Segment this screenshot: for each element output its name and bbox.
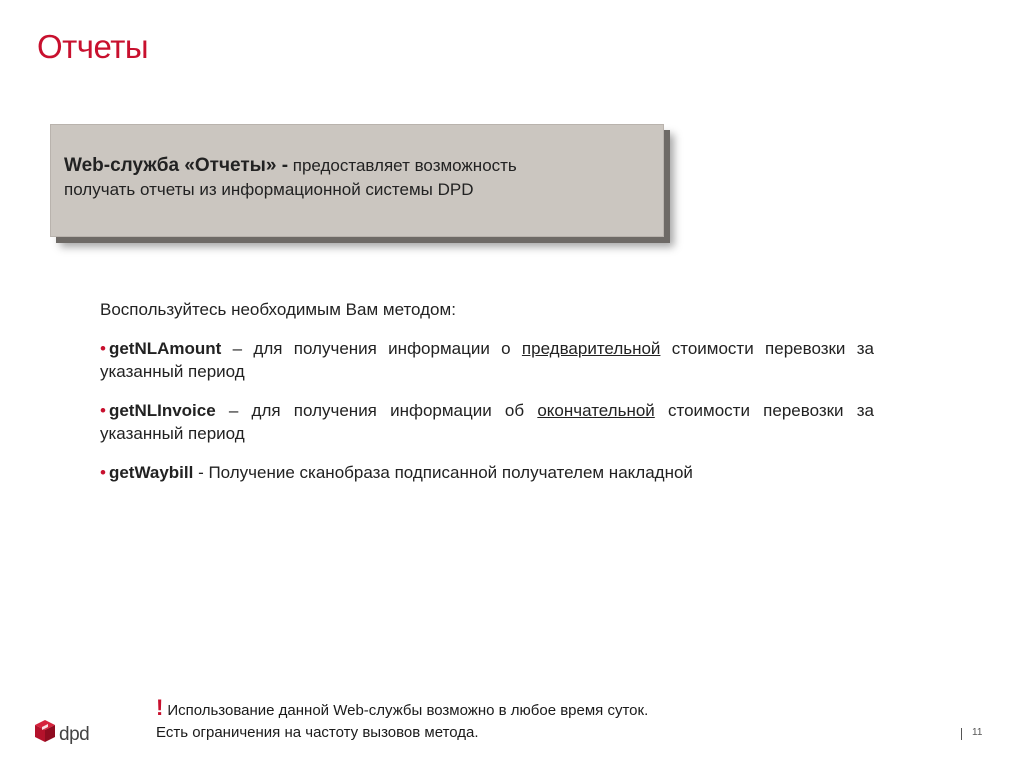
footer-note-text-1: Использование данной Web-службы возможно в любое время суток.: [167, 702, 649, 719]
method-description-pre: – для получения информации о: [221, 339, 522, 358]
footer-note-text-2: Есть ограничения на частоту вызовов метода.: [156, 724, 479, 741]
method-description-post: стоимости перевозки за указанный период: [100, 401, 874, 443]
page-number: 11: [972, 727, 983, 738]
definition-line-1: [64, 154, 652, 178]
method-name: getNLInvoice: [108, 401, 216, 420]
footer-note: [156, 695, 649, 744]
method-item-getnlamount: [100, 337, 874, 383]
method-description-pre: – для получения информации об: [215, 401, 538, 420]
method-description-post: стоимости перевозки за указанный период: [100, 339, 874, 381]
dpd-cube-icon: [35, 720, 55, 742]
method-item-getwaybill: [100, 461, 874, 484]
dpd-logo: [34, 718, 106, 752]
method-name: getNLAmount: [108, 339, 222, 358]
method-item-getnlinvoice: [100, 399, 874, 445]
method-description: - Получение сканобраза подписанной получателем накладной: [193, 463, 693, 482]
definition-term: Web-служба «Отчеты» -: [64, 155, 289, 176]
definition-text-line2: получать отчеты из информационной системы DPD: [64, 180, 474, 199]
definition-box: [50, 124, 664, 237]
method-keyword: окончательной: [537, 401, 655, 420]
dpd-logo-text: dpd: [59, 724, 90, 745]
bullet-icon: •: [100, 463, 106, 482]
slide-title: Отчеты: [37, 28, 149, 65]
methods-intro: Воспользуйтесь необходимым Вам методом:: [100, 300, 456, 319]
methods-section: [100, 298, 874, 500]
method-keyword: предварительной: [521, 339, 661, 358]
definition-text-part1: предоставляет возможность: [288, 156, 517, 175]
method-name: getWaybill: [108, 463, 194, 482]
exclamation-icon: !: [156, 695, 164, 720]
bullet-icon: •: [100, 339, 106, 358]
bullet-icon: •: [100, 401, 106, 420]
footer-note-line-1: [156, 695, 649, 722]
page-separator: [961, 728, 962, 740]
